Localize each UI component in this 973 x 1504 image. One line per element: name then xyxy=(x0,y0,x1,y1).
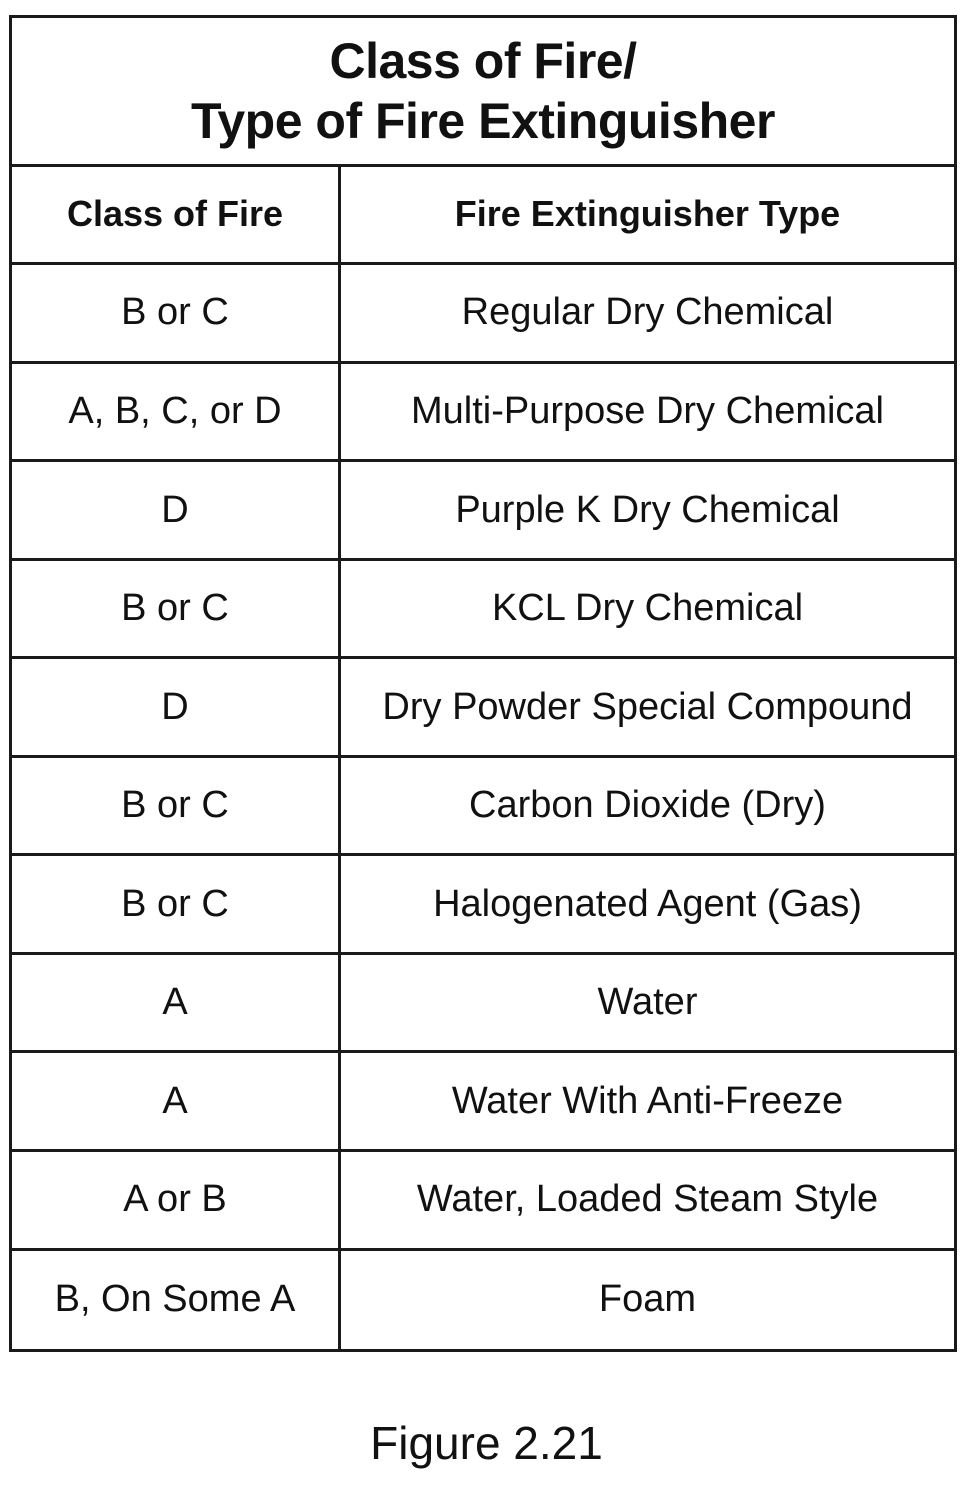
table-title xyxy=(12,18,954,167)
type-cell: Purple K Dry Chemical xyxy=(455,488,840,531)
header-extinguisher-type: Fire Extinguisher Type xyxy=(454,193,841,235)
table-row xyxy=(12,561,954,660)
table-row xyxy=(12,1152,954,1251)
table-row xyxy=(12,1251,954,1350)
type-cell: Carbon Dioxide (Dry) xyxy=(469,784,826,827)
type-cell: Water With Anti-Freeze xyxy=(451,1079,844,1122)
class-cell: B or C xyxy=(12,856,341,952)
table-row xyxy=(12,265,954,364)
table-row xyxy=(12,364,954,463)
class-cell: D xyxy=(12,659,341,755)
class-cell: B or C xyxy=(12,265,341,361)
table-row xyxy=(12,462,954,561)
table-header-row xyxy=(12,167,954,266)
table-row xyxy=(12,758,954,857)
table-row xyxy=(12,955,954,1054)
class-cell: B, On Some A xyxy=(12,1251,341,1350)
type-cell: Multi-Purpose Dry Chemical xyxy=(410,390,884,433)
table-row xyxy=(12,659,954,758)
table-title-line1: Class of Fire/ xyxy=(329,32,637,89)
type-cell: Regular Dry Chemical xyxy=(461,291,834,334)
class-cell: A, B, C, or D xyxy=(12,364,341,460)
header-class-of-fire: Class of Fire xyxy=(12,167,341,263)
class-cell: A xyxy=(12,955,341,1051)
type-cell: Halogenated Agent (Gas) xyxy=(433,882,862,925)
type-cell: Water, Loaded Steam Style xyxy=(416,1178,879,1221)
table-title-line2: Type of Fire Extinguisher xyxy=(191,92,775,149)
figure-caption: Figure 2.21 xyxy=(370,1417,603,1469)
class-cell: B or C xyxy=(12,758,341,854)
class-cell: A or B xyxy=(12,1152,341,1248)
type-cell: Foam xyxy=(598,1278,697,1321)
table-row xyxy=(12,856,954,955)
class-cell: D xyxy=(12,462,341,558)
class-cell: A xyxy=(12,1053,341,1149)
type-cell: Dry Powder Special Compound xyxy=(382,685,913,728)
fire-extinguisher-table xyxy=(9,15,957,1352)
type-cell: Water xyxy=(597,981,698,1024)
type-cell: KCL Dry Chemical xyxy=(491,587,804,630)
class-cell: B or C xyxy=(12,561,341,657)
table-row xyxy=(12,1053,954,1152)
